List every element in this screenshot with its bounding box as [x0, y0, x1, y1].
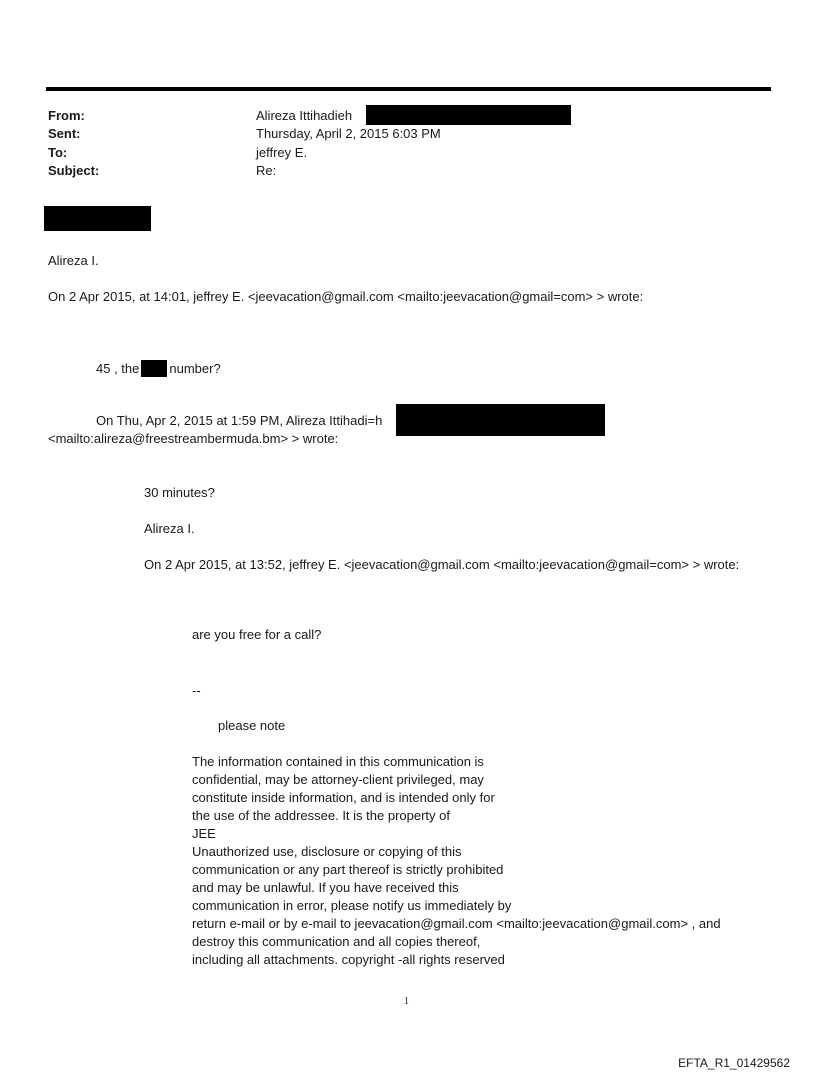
- disclaimer-line: and may be unlawful. If you have received this: [192, 880, 459, 895]
- sent-value: Thursday, April 2, 2015 6:03 PM: [256, 126, 441, 141]
- document-id: EFTA_R1_01429562: [678, 1056, 790, 1070]
- disclaimer-line: Unauthorized use, disclosure or copying of this: [192, 844, 462, 859]
- disclaimer-line: destroy this communication and all copies thereof,: [192, 934, 481, 949]
- disclaimer-line: return e-mail or by e-mail to jeevacation@gmail.com <mailto:jeevacation@gmail.com> , and: [192, 916, 721, 931]
- signature-separator: --: [192, 683, 201, 698]
- from-label: From:: [48, 108, 85, 123]
- to-value: jeffrey E.: [256, 145, 308, 160]
- disclaimer-line: confidential, may be attorney-client privileged, may: [192, 772, 484, 787]
- signature-2: Alireza I.: [144, 521, 195, 536]
- message-1: [96, 360, 221, 377]
- please-note: please note: [218, 718, 286, 733]
- redaction-from-email: [366, 105, 571, 125]
- header-rule: [46, 87, 771, 91]
- disclaimer-line: communication or any part thereof is strictly prohibited: [192, 862, 504, 877]
- subject-value: Re:: [256, 163, 277, 178]
- disclaimer-line: The information contained in this communication is: [192, 754, 484, 769]
- redaction-inline: [141, 360, 167, 377]
- disclaimer-line: JEE: [192, 826, 216, 841]
- message-2: 30 minutes?: [144, 485, 215, 500]
- sent-label: Sent:: [48, 126, 81, 141]
- disclaimer-line: constitute inside information, and is intended only for: [192, 790, 495, 805]
- disclaimer-line: communication in error, please notify us immediately by: [192, 898, 512, 913]
- subject-label: Subject:: [48, 163, 100, 178]
- to-label: To:: [48, 145, 68, 160]
- quote-header-2-line2: <mailto:alireza@freestreambermuda.bm> > wrote:: [48, 431, 339, 446]
- disclaimer-line: including all attachments. copyright -all rights reserved: [192, 952, 505, 967]
- quote-header-3: On 2 Apr 2015, at 13:52, jeffrey E. <jeevacation@gmail.com <mailto:jeevacation@gmail=com> > wrote:: [144, 557, 740, 572]
- from-value: Alireza Ittihadieh: [256, 108, 353, 123]
- quote-header-2-line1: On Thu, Apr 2, 2015 at 1:59 PM, Alireza Ittihadi=h: [96, 413, 383, 428]
- page-number: 1: [404, 996, 409, 1007]
- signature-1: Alireza I.: [48, 253, 99, 268]
- disclaimer-line: the use of the addressee. It is the property of: [192, 808, 450, 823]
- quote-header-1: On 2 Apr 2015, at 14:01, jeffrey E. <jeevacation@gmail.com <mailto:jeevacation@gmail=com> > wrote:: [48, 289, 644, 304]
- message-1-prefix: 45 , the: [96, 361, 140, 376]
- message-1-suffix: number?: [169, 361, 221, 376]
- redaction-quote-2-email: [396, 404, 605, 436]
- message-3: are you free for a call?: [192, 627, 322, 642]
- redaction-body-top: [44, 206, 151, 231]
